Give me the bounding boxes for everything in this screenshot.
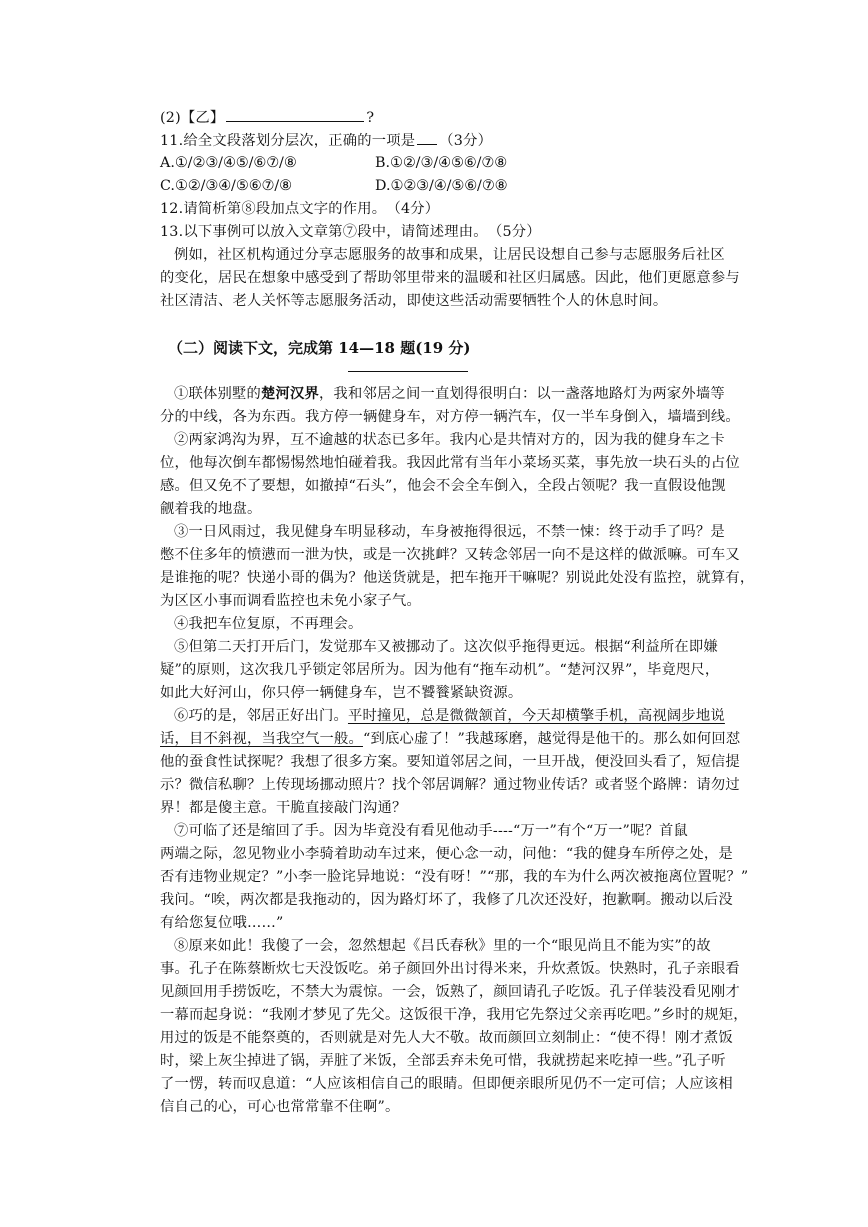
paragraph-1-line: [174, 384, 734, 404]
p6-text: “到底心虚了！”我越琢磨，越觉得是他干的。那么如何回怼: [362, 731, 741, 747]
paragraph-3-line: ③一日风雨过，我见健身车明显移动，车身被拖得很远，不禁一悚：终于动手了吗？是: [174, 524, 725, 540]
paragraph-7-line: ⑦可临了还是缩回了手。因为毕竟没有看见他动手----“万一”有个“万一”呢？首鼠: [174, 823, 689, 839]
paragraph-2-line: 觎着我的地盘。: [160, 501, 262, 517]
p1-bold-term: 楚河汉界: [260, 386, 319, 402]
paragraph-6-line: 示？微信私聊？上传现场挪动照片？找个邻居调解？通过物业传话？或者竖个路牌：请勿过: [160, 777, 740, 793]
question-11-score: （3分）: [439, 133, 493, 149]
paragraph-7-line: 有给您复位哦……”: [160, 915, 284, 931]
paragraph-7-line: 否有违物业规定？”小李一脸诧异地说：“没有呀！”“那，我的车为什么两次被拖离位置呢？”: [160, 869, 749, 885]
example-line: 例如，社区机构通过分享志愿服务的故事和成果，让居民设想自己参与志愿服务后社区: [174, 247, 725, 263]
paragraph-2-line: 感。但又免不了要想，如撤掉“石头”，他会不会全车倒入，全段占领呢？我一直假设他觊: [160, 478, 726, 494]
paragraph-8-line: 事。孔子在陈蔡断炊七天没饭吃。弟子颜回外出讨得米来，升炊煮饭。快熟时，孔子亲眼看: [160, 961, 740, 977]
paragraph-8-line: 了一愣，转而叹息道：“人应该相信自己的眼睛。但即便亲眼所见仍不一定可信；人应该相: [160, 1076, 733, 1092]
question-12: 12.请简析第⑧段加点文字的作用。 （4分）: [160, 201, 440, 217]
question-yi-prefix: (2)【乙】: [160, 110, 225, 126]
option-b[interactable]: B.①②/③/④⑤⑥/⑦⑧: [375, 155, 508, 171]
paragraph-7-line: 两端之际，忽见物业小李骑着助动车过来，便心念一动，问他：“我的健身车所停之处，是: [160, 846, 733, 862]
section-heading: （二）阅读下文，完成第 14—18 题(19 分): [168, 339, 471, 357]
paragraph-6-line: [174, 706, 734, 726]
paragraph-3-line: 为区区小事而调看监控也未免小家子气。: [160, 593, 421, 609]
paragraph-2-line: ②两家鸿沟为界，互不逾越的状态已多年。我内心是共情对方的，因为我的健身车之卡: [174, 432, 725, 448]
paragraph-5-line: 如此大好河山，你只停一辆健身车，岂不饕餮紧缺资源。: [160, 685, 523, 701]
p6-text: ⑥巧的是，邻居正好出门。: [174, 708, 348, 724]
question-yi: [160, 107, 720, 128]
paragraph-8-line: ⑧原来如此！我傻了一会，忽然想起《吕氏春秋》里的一个“眼见尚且不能为实”的故: [174, 938, 711, 954]
answer-blank-11[interactable]: [417, 130, 437, 145]
paragraph-8-line: 用过的饭是不能祭奠的，否则就是对先人大不敬。故而颜回立刻制止：“使不得！刚才煮饭: [160, 1030, 733, 1046]
paragraph-2-line: 位，他每次倒车都惕惕然地怕碰着我。我因此常有当年小菜场买菜，事先放一块石头的占位: [160, 455, 740, 471]
p6-underlined-text: 平时撞见，总是微微颔首，今天却横擎手机，高视阔步地说: [347, 708, 725, 724]
p1-text: ①联体别墅的: [174, 386, 261, 402]
paragraph-3-line: 憋不住多年的愤懑而一泄为快，或是一次挑衅？又转念邻居一向不是这样的做派嘛。可车又: [160, 547, 740, 563]
paragraph-7-line: 我问。“唉，两次都是我拖动的，因为路灯坏了，我修了几次还没好，抱歉啊。搬动以后没: [160, 892, 733, 908]
option-a[interactable]: A.①/②③/④⑤/⑥⑦/⑧: [160, 155, 297, 171]
p6-underlined-text: 话，目不斜视，当我空气一般。: [160, 731, 363, 747]
paragraph-8-line: 时，梁上灰尘掉进了锅，弄脏了米饭，全部丢弃未免可惜，我就捞起来吃掉一些。”孔子听: [160, 1053, 726, 1069]
example-line: 的变化，居民在想象中感受到了帮助邻里带来的温暖和社区归属感。因此，他们更愿意参与: [160, 270, 740, 286]
paragraph-6-line: [160, 729, 741, 749]
title-blank-line: [348, 371, 468, 372]
question-11: [160, 130, 720, 151]
paragraph-1-line: 分的中线，各为东西。我方停一辆健身车，对方停一辆汽车，仅一半车身倒入，墙墙到线。: [160, 409, 740, 425]
p1-text: ，我和邻居之间一直划得很明白：以一盏落地路灯为两家外墙等: [318, 386, 725, 402]
paragraph-6-line: 界！都是傻主意。干脆直接敲门沟通？: [160, 800, 407, 816]
question-yi-suffix: ?: [366, 110, 375, 126]
paragraph-5-line: 疑”的原则，这次我几乎锁定邻居所为。因为他有“拖车动机”。“楚河汉界”，毕竟咫尺，: [160, 662, 720, 678]
option-d[interactable]: D.①②③/④/⑤⑥/⑦⑧: [375, 178, 508, 194]
question-13: 13.以下事例可以放入文章第⑦段中，请简述理由。 （5分）: [160, 224, 541, 240]
paragraph-6-line: 他的蚕食性试探呢？我想了很多方案。要知道邻居之间，一旦开战，便没回头看了，短信提: [160, 754, 740, 770]
option-c[interactable]: C.①②/③④/⑤⑥⑦/⑧: [160, 178, 292, 194]
answer-blank-yi[interactable]: [226, 107, 364, 122]
paragraph-4-line: ④我把车位复原，不再理会。: [174, 616, 363, 632]
example-line: 社区清洁、老人关怀等志愿服务活动，即使这些活动需要牺牲个人的休息时间。: [160, 293, 668, 309]
paragraph-5-line: ⑤但第二天打开后门，发觉那车又被挪动了。这次似乎拖得更远。根据“利益所在即嫌: [174, 639, 718, 655]
paragraph-8-line: 一幕而起身说：“我刚才梦见了先父。这饭很干净，我用它先祭过父亲再吃吧。”乡时的规矩，: [160, 1007, 748, 1023]
question-11-stem: 11.给全文段落划分层次，正确的一项是: [160, 133, 416, 149]
paragraph-8-line: 信自己的心，可心也常常靠不住啊”。: [160, 1099, 400, 1115]
paragraph-8-line: 见颜回用手捞饭吃，不禁大为震惊。一会，饭熟了，颜回请孔子吃饭。孔子佯装没看见刚才: [160, 984, 740, 1000]
paragraph-3-line: 是谁拖的呢？快递小哥的偶为？他送货就是，把车拖开干嘛呢？别说此处没有监控，就算有，: [160, 570, 755, 586]
